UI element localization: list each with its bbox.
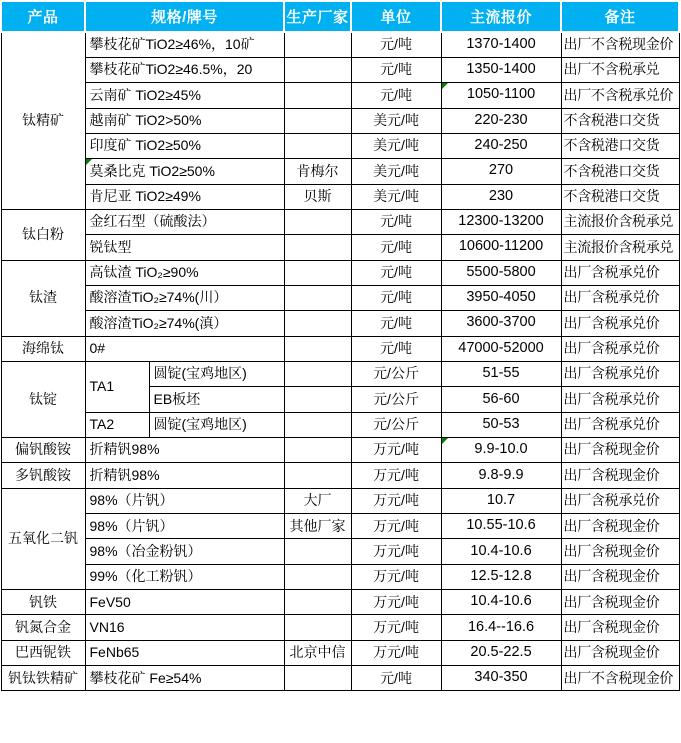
product-cell: 钛渣	[1, 260, 85, 336]
unit-cell: 元/吨	[351, 209, 441, 234]
table-row	[1, 336, 679, 361]
manufacturer-cell	[284, 260, 351, 285]
price-cell: 51-55	[441, 361, 561, 386]
unit-cell: 元/吨	[351, 57, 441, 82]
spec-cell: 酸溶渣TiO₂≥74%(川）	[85, 285, 284, 310]
product-cell: 巴西铌铁	[1, 640, 85, 665]
spec-cell: 圆锭(宝鸡地区)	[149, 361, 284, 386]
spec-cell: FeV50	[85, 590, 284, 615]
note-cell: 出厂不含税承兑价	[561, 83, 679, 108]
unit-cell: 美元/吨	[351, 108, 441, 133]
table-row	[1, 666, 679, 691]
column-header-unit: 单位	[351, 1, 441, 32]
manufacturer-cell	[284, 32, 351, 57]
unit-cell: 万元/吨	[351, 564, 441, 589]
unit-cell: 万元/吨	[351, 463, 441, 488]
manufacturer-cell	[284, 57, 351, 82]
unit-cell: 万元/吨	[351, 488, 441, 513]
manufacturer-cell	[284, 412, 351, 437]
spec-cell: 印度矿 TiO2≥50%	[85, 133, 284, 158]
spec-cell: 肯尼亚 TiO2≥49%	[85, 184, 284, 209]
price-cell: 10.7	[441, 488, 561, 513]
note-cell: 出厂含税承兑价	[561, 488, 679, 513]
grade-cell: TA2	[85, 412, 149, 437]
table-header	[1, 1, 679, 32]
product-cell: 钒铁	[1, 590, 85, 615]
note-cell: 出厂含税承兑价	[561, 412, 679, 437]
unit-cell: 万元/吨	[351, 590, 441, 615]
spec-cell: VN16	[85, 615, 284, 640]
price-cell: 340-350	[441, 666, 561, 691]
comment-indicator	[442, 83, 448, 89]
manufacturer-cell	[284, 83, 351, 108]
unit-cell: 万元/吨	[351, 539, 441, 564]
manufacturer-cell	[284, 539, 351, 564]
price-cell: 1350-1400	[441, 57, 561, 82]
product-cell: 钒氮合金	[1, 615, 85, 640]
note-cell: 出厂含税承兑价	[561, 311, 679, 336]
note-cell: 出厂含税现金价	[561, 564, 679, 589]
table-row	[1, 412, 679, 437]
unit-cell: 元/吨	[351, 32, 441, 57]
spec-cell: FeNb65	[85, 640, 284, 665]
manufacturer-cell: 肯梅尔	[284, 159, 351, 184]
note-cell: 出厂含税现金价	[561, 590, 679, 615]
price-cell: 10.55-10.6	[441, 514, 561, 539]
column-header-spec: 规格/牌号	[85, 1, 284, 32]
unit-cell: 元/吨	[351, 83, 441, 108]
manufacturer-cell	[284, 361, 351, 386]
unit-cell: 元/吨	[351, 260, 441, 285]
manufacturer-cell	[284, 209, 351, 234]
table-row	[1, 463, 679, 488]
note-cell: 出厂含税现金价	[561, 539, 679, 564]
grade-cell: TA1	[85, 361, 149, 412]
manufacturer-cell: 其他厂家	[284, 514, 351, 539]
manufacturer-cell	[284, 615, 351, 640]
product-cell: 多钒酸铵	[1, 463, 85, 488]
unit-cell: 万元/吨	[351, 514, 441, 539]
spec-cell: EB板坯	[149, 387, 284, 412]
unit-cell: 万元/吨	[351, 615, 441, 640]
product-cell: 钛精矿	[1, 32, 85, 209]
unit-cell: 元/吨	[351, 311, 441, 336]
price-cell: 3600-3700	[441, 311, 561, 336]
unit-cell: 元/吨	[351, 235, 441, 260]
unit-cell: 元/公斤	[351, 387, 441, 412]
comment-indicator	[86, 159, 92, 165]
price-cell: 10600-11200	[441, 235, 561, 260]
price-cell: 10.4-10.6	[441, 539, 561, 564]
note-cell: 不含税港口交货	[561, 133, 679, 158]
price-cell: 9.8-9.9	[441, 463, 561, 488]
manufacturer-cell: 北京中信	[284, 640, 351, 665]
price-cell: 9.9-10.0	[441, 438, 561, 463]
note-cell: 不含税港口交货	[561, 108, 679, 133]
price-cell: 56-60	[441, 387, 561, 412]
unit-cell: 美元/吨	[351, 133, 441, 158]
table-row	[1, 311, 679, 336]
manufacturer-cell	[284, 590, 351, 615]
column-header-product: 产品	[1, 1, 85, 32]
manufacturer-cell	[284, 387, 351, 412]
manufacturer-cell: 大厂	[284, 488, 351, 513]
product-cell: 偏钒酸铵	[1, 438, 85, 463]
product-cell: 钒钛铁精矿	[1, 666, 85, 691]
manufacturer-cell	[284, 311, 351, 336]
spec-cell: 98%（片钒）	[85, 514, 284, 539]
table-row	[1, 539, 679, 564]
table-row	[1, 83, 679, 108]
price-table-body	[1, 32, 679, 691]
table-row	[1, 285, 679, 310]
note-cell: 不含税港口交货	[561, 159, 679, 184]
product-cell: 钛锭	[1, 361, 85, 437]
price-cell: 20.5-22.5	[441, 640, 561, 665]
table-row	[1, 640, 679, 665]
note-cell: 出厂含税现金价	[561, 640, 679, 665]
manufacturer-cell	[284, 235, 351, 260]
price-cell: 270	[441, 159, 561, 184]
table-row	[1, 235, 679, 260]
price-cell: 10.4-10.6	[441, 590, 561, 615]
note-cell: 出厂含税现金价	[561, 514, 679, 539]
note-cell: 出厂含税承兑价	[561, 285, 679, 310]
manufacturer-cell	[284, 133, 351, 158]
table-row	[1, 57, 679, 82]
unit-cell: 元/公斤	[351, 412, 441, 437]
unit-cell: 万元/吨	[351, 640, 441, 665]
note-cell: 出厂含税现金价	[561, 463, 679, 488]
manufacturer-cell	[284, 438, 351, 463]
note-cell: 出厂含税承兑价	[561, 336, 679, 361]
price-cell: 12300-13200	[441, 209, 561, 234]
manufacturer-cell	[284, 108, 351, 133]
unit-cell: 元/吨	[351, 285, 441, 310]
price-cell: 230	[441, 184, 561, 209]
price-cell: 5500-5800	[441, 260, 561, 285]
unit-cell: 元/公斤	[351, 361, 441, 386]
header-row	[1, 1, 679, 32]
note-cell: 出厂含税承兑价	[561, 387, 679, 412]
spec-cell: 越南矿 TiO2>50%	[85, 108, 284, 133]
table-row	[1, 108, 679, 133]
spec-cell: 圆锭(宝鸡地区)	[149, 412, 284, 437]
note-cell: 出厂含税承兑价	[561, 260, 679, 285]
note-cell: 主流报价含税承兑	[561, 235, 679, 260]
note-cell: 出厂含税现金价	[561, 615, 679, 640]
spec-cell: 金红石型（硫酸法）	[85, 209, 284, 234]
spec-cell: 酸溶渣TiO₂≥74%(滇）	[85, 311, 284, 336]
price-cell: 47000-52000	[441, 336, 561, 361]
table-row	[1, 159, 679, 184]
table-row	[1, 133, 679, 158]
product-cell: 钛白粉	[1, 209, 85, 260]
manufacturer-cell	[284, 336, 351, 361]
table-row	[1, 615, 679, 640]
spec-cell: 98%（冶金粉钒）	[85, 539, 284, 564]
table-row	[1, 184, 679, 209]
price-cell: 50-53	[441, 412, 561, 437]
table-row	[1, 361, 679, 386]
spec-cell: 锐钛型	[85, 235, 284, 260]
price-cell: 16.4--16.6	[441, 615, 561, 640]
column-header-manufacturer: 生产厂家	[284, 1, 351, 32]
spec-cell: 0#	[85, 336, 284, 361]
unit-cell: 元/吨	[351, 666, 441, 691]
price-cell: 220-230	[441, 108, 561, 133]
price-cell: 12.5-12.8	[441, 564, 561, 589]
table-row	[1, 260, 679, 285]
table-row	[1, 438, 679, 463]
spec-cell: 99%（化工粉钒）	[85, 564, 284, 589]
spec-cell: 折精钒98%	[85, 438, 284, 463]
unit-cell: 美元/吨	[351, 184, 441, 209]
spec-cell: 攀枝花矿TiO2≥46.5%，20	[85, 57, 284, 82]
note-cell: 出厂含税现金价	[561, 438, 679, 463]
manufacturer-cell	[284, 564, 351, 589]
price-cell: 3950-4050	[441, 285, 561, 310]
price-cell: 1050-1100	[441, 83, 561, 108]
table-row	[1, 488, 679, 513]
product-cell: 五氧化二钒	[1, 488, 85, 589]
unit-cell: 万元/吨	[351, 438, 441, 463]
spec-cell: 98%（片钒）	[85, 488, 284, 513]
table-row	[1, 32, 679, 57]
spec-cell: 云南矿 TiO2≥45%	[85, 83, 284, 108]
column-header-price: 主流报价	[441, 1, 561, 32]
note-cell: 出厂不含税承兑	[561, 57, 679, 82]
manufacturer-cell	[284, 285, 351, 310]
note-cell: 出厂不含税现金价	[561, 666, 679, 691]
table-row	[1, 564, 679, 589]
spec-cell: 攀枝花矿 Fe≥54%	[85, 666, 284, 691]
note-cell: 主流报价含税承兑	[561, 209, 679, 234]
product-cell: 海绵钛	[1, 336, 85, 361]
manufacturer-cell	[284, 666, 351, 691]
unit-cell: 美元/吨	[351, 159, 441, 184]
comment-indicator	[442, 438, 448, 444]
table-row	[1, 209, 679, 234]
spec-cell: 攀枝花矿TiO2≥46%，10矿	[85, 32, 284, 57]
unit-cell: 元/吨	[351, 336, 441, 361]
manufacturer-cell	[284, 463, 351, 488]
spec-cell: 莫桑比克 TiO2≥50%	[85, 159, 284, 184]
note-cell: 不含税港口交货	[561, 184, 679, 209]
price-cell: 1370-1400	[441, 32, 561, 57]
spec-cell: 折精钒98%	[85, 463, 284, 488]
spec-cell: 高钛渣 TiO₂≥90%	[85, 260, 284, 285]
note-cell: 出厂含税承兑价	[561, 361, 679, 386]
price-cell: 240-250	[441, 133, 561, 158]
note-cell: 出厂不含税现金价	[561, 32, 679, 57]
table-row	[1, 514, 679, 539]
column-header-note: 备注	[561, 1, 679, 32]
manufacturer-cell: 贝斯	[284, 184, 351, 209]
table-row	[1, 590, 679, 615]
